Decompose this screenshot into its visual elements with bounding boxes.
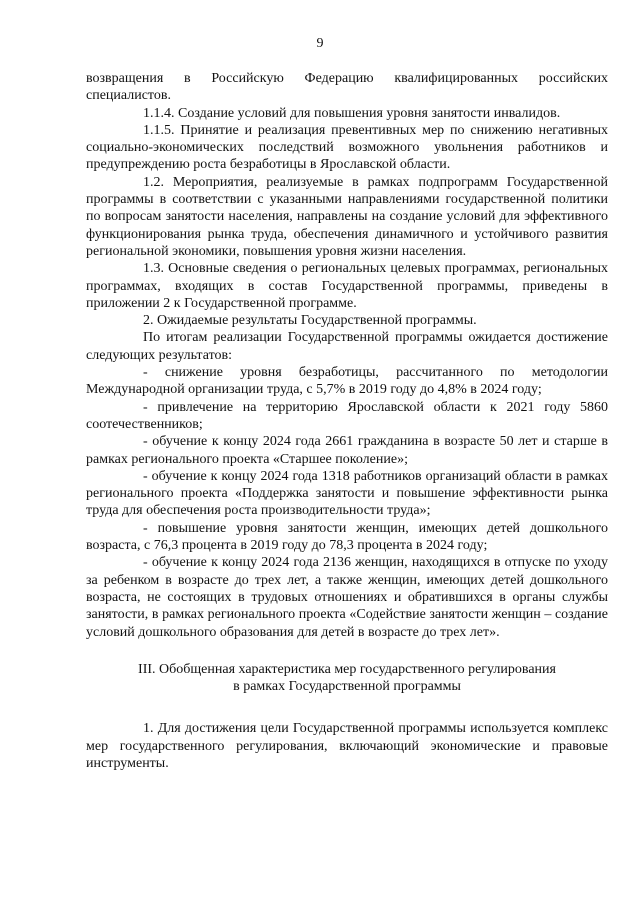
result-item-compatriots: - привлечение на территорию Ярославской области к 2021 году 5860 соотечественников; (86, 399, 608, 432)
paragraph-2: 2. Ожидаемые результаты Государственной программы. (143, 313, 477, 329)
result-item-worker-training: - обучение к концу 2024 года 1318 работников организаций области в рамках регионального проекта «Поддержка занятости и повышение эффективности рынка труда для обеспечения роста производительности труда»; (86, 468, 608, 519)
paragraph-results-intro: По итогам реализации Государственной программы ожидается достижение следующих результатов: (86, 330, 608, 363)
section-heading-line-2: в рамках Государственной программы (233, 679, 461, 695)
paragraph-section-3-1: 1. Для достижения цели Государственной программы используется комплекс мер государственного регулирования, включающий экономические и правовые инструменты. (86, 721, 608, 771)
paragraph-continuation: возвращения в Российскую Федерацию квалифицированных российских специалистов. (86, 71, 608, 104)
result-item-women-training: - обучение к концу 2024 года 2136 женщин, находящихся в отпуске по уходу за ребенком в возрасте до трех лет, а также женщин, имеющих детей дошкольного возраста, не состоящих в трудовых отношениях и обратившихся в органы службы занятости, в рамках регионального проекта «Содействие занятости женщин – создание условий дошкольного образования для детей в возрасте до трех лет». (86, 555, 608, 640)
section-heading (86, 661, 608, 696)
paragraph-1-2: 1.2. Мероприятия, реализуемые в рамках подпрограмм Государственной программы в соответствии с указанными направлениями государственной политики по вопросам занятости населения, направлены на создание условий для эффективного функционирования рынка труда, обеспечения динамичного и устойчивого развития региональной экономики, повышения уровня жизни населения. (86, 174, 608, 259)
result-item-unemployment: - снижение уровня безработицы, рассчитанного по методологии Международной организации труда, с 5,7% в 2019 году до 4,8% в 2024 году; (86, 365, 608, 398)
result-item-women-employment: - повышение уровня занятости женщин, имеющих детей дошкольного возраста, с 76,3 процента в 2019 году до 78,3 процента в 2024 году; (86, 520, 608, 554)
section-heading-line-1: III. Обобщенная характеристика мер государственного регулирования (138, 661, 556, 677)
paragraph-1-1-5: 1.1.5. Принятие и реализация превентивных мер по снижению негативных социально-экономических последствий возможного увольнения работников и предупреждению роста безработицы в Ярославской области. (86, 122, 608, 173)
paragraph-1-1-4: 1.1.4. Создание условий для повышения уровня занятости инвалидов. (143, 105, 561, 121)
page-number: 9 (316, 36, 324, 51)
result-item-senior-training: - обучение к концу 2024 года 2661 гражданина в возрасте 50 лет и старше в рамках регионального проекта «Старшее поколение»; (86, 434, 608, 467)
document-body (86, 70, 608, 772)
paragraph-1-3: 1.3. Основные сведения о региональных целевых программах, региональных программах, входящих в состав Государственной программы, приведены в приложении 2 к Государственной программе. (86, 261, 608, 311)
